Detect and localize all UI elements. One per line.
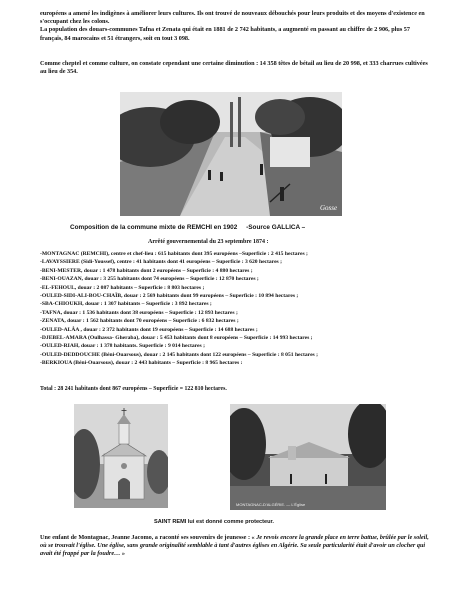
church-photo-image bbox=[74, 404, 168, 508]
list-item: -ZENATA, douar : 1 562 habitants dont 70 européens – Superficie : 6 832 hectares ; bbox=[40, 318, 239, 325]
intro-paragraph-1 bbox=[40, 10, 432, 43]
list-item: -OULED-ALÂA , douar : 2 372 habitants dont 19 européens – Superficie : 14 688 hectares ; bbox=[40, 326, 258, 333]
intro-text-2: La population des douars-communes Tafna et Zenata qui était en 1881 de 2 742 habitants, a augmenté en passant au chiffre de 2 906, plus 57 français, 84 marocains et 51 étrangers, soit en tout 3 098. bbox=[40, 26, 410, 42]
list-item: -DJEBEL-AMARA (Oulhassa- Gheraba), douar : 5 453 habitants dont 8 européens – Superficie : 14 993 hectares ; bbox=[40, 335, 313, 342]
photo-caption: MONTAGNAC-D'ALGÉRIE. — L'Église bbox=[236, 502, 306, 507]
church-street-photo-image bbox=[230, 404, 386, 510]
street-photo-image bbox=[120, 92, 342, 216]
list-item: -OULED-DEDDOUCHE (Béni-Ouarsous), douar : 2 145 habitants dont 122 européens – Superficie : 8 051 hectares ; bbox=[40, 351, 318, 358]
list-item: -OULED-SIDI-ALI-BOU-CHAÏB, douar : 2 569 habitants dont 99 européens – Superficie : 10 894 hectares ; bbox=[40, 293, 299, 300]
intro-paragraph-2: Comme cheptel et comme culture, on constate cependant une certaine diminution : 14 358 têtes de bétail au lieu de 20 998, et 333 charrues cultivées au lieu de 354. bbox=[40, 60, 428, 76]
church-street-photo bbox=[230, 404, 386, 510]
list-item: -LAVAYSSIERE (Sidi-Youssef), centre : 41 habitants dont 41 européens – Superficie : 3 620 hectares ; bbox=[40, 259, 282, 266]
closing-lead: Une enfant de Montagnac, Jeanne Jacomo, a raconté ses souvenirs de jeunesse : « bbox=[40, 534, 255, 541]
caption-source: -Source GALLICA – bbox=[246, 224, 306, 231]
list-item: -SBA-CHIOUKH, douar : 1 307 habitants – Superficie : 3 892 hectares ; bbox=[40, 301, 212, 308]
church-caption: SAINT REMI lui est donné comme protecteur. bbox=[154, 519, 274, 525]
list-item: -BENI-OUAZAN, douar : 3 255 habitants dont 74 européens – Superficie : 12 870 hectares ; bbox=[40, 276, 259, 283]
arrete-heading: Arrêté gouvernemental du 23 septembre 1874 : bbox=[148, 239, 269, 245]
total-line: Total : 28 241 habitants dont 867 européens – Superficie = 122 810 hectares. bbox=[40, 386, 227, 392]
list-item: -MONTAGNAC (REMCHI), centre et chef-lieu : 615 habitants dont 395 européens –Superficie : 2 415 hectares ; bbox=[40, 251, 308, 257]
figure-caption bbox=[70, 224, 410, 231]
closing-end: » bbox=[120, 550, 125, 558]
list-item: -TAFNA, douar : 1 536 habitants dont 38 européens – Superficie : 12 893 hectares ; bbox=[40, 309, 238, 316]
closing-paragraph bbox=[40, 534, 432, 559]
church-photo bbox=[74, 404, 168, 508]
list-item: -BERKIOUA (Béni-Ouarsous), douar : 2 443 habitants – Superficie : 8 965 hectares : bbox=[40, 360, 243, 367]
list-item: -BENI-MESTER, douar : 1 478 habitants dont 2 européens – Superficie : 4 880 hectares ; bbox=[40, 267, 253, 274]
caption-title: Composition de la commune mixte de REMCHI en 1902 bbox=[70, 224, 238, 231]
closing-quote: Je revois encore la grande place en terre battue, brûlée par le soleil, où se trouvait l'église. Une église, sans grande originalité semblable à tant d'autres églises en Algérie. Sa seule particularité était d'avoir un clocher qui avait été frappé par la foudre… bbox=[40, 534, 429, 558]
commune-list bbox=[40, 250, 440, 368]
list-item: -OULED-RIAH, douar : 1 378 habitants. Superficie : 9 014 hectares ; bbox=[40, 343, 205, 350]
photo-signature: Gosse bbox=[320, 204, 338, 212]
street-photo bbox=[120, 92, 342, 216]
list-item: -EL-FEHOUL, douar : 2 087 habitants – Superficie : 8 803 hectares ; bbox=[40, 284, 205, 291]
intro-text-1: européens a amené les indigènes à améliorer leurs cultures. Ils ont trouvé de nouveaux débouchés pour leurs produits et des moyens d'existence en s'occupant chez les colons. bbox=[40, 10, 425, 26]
